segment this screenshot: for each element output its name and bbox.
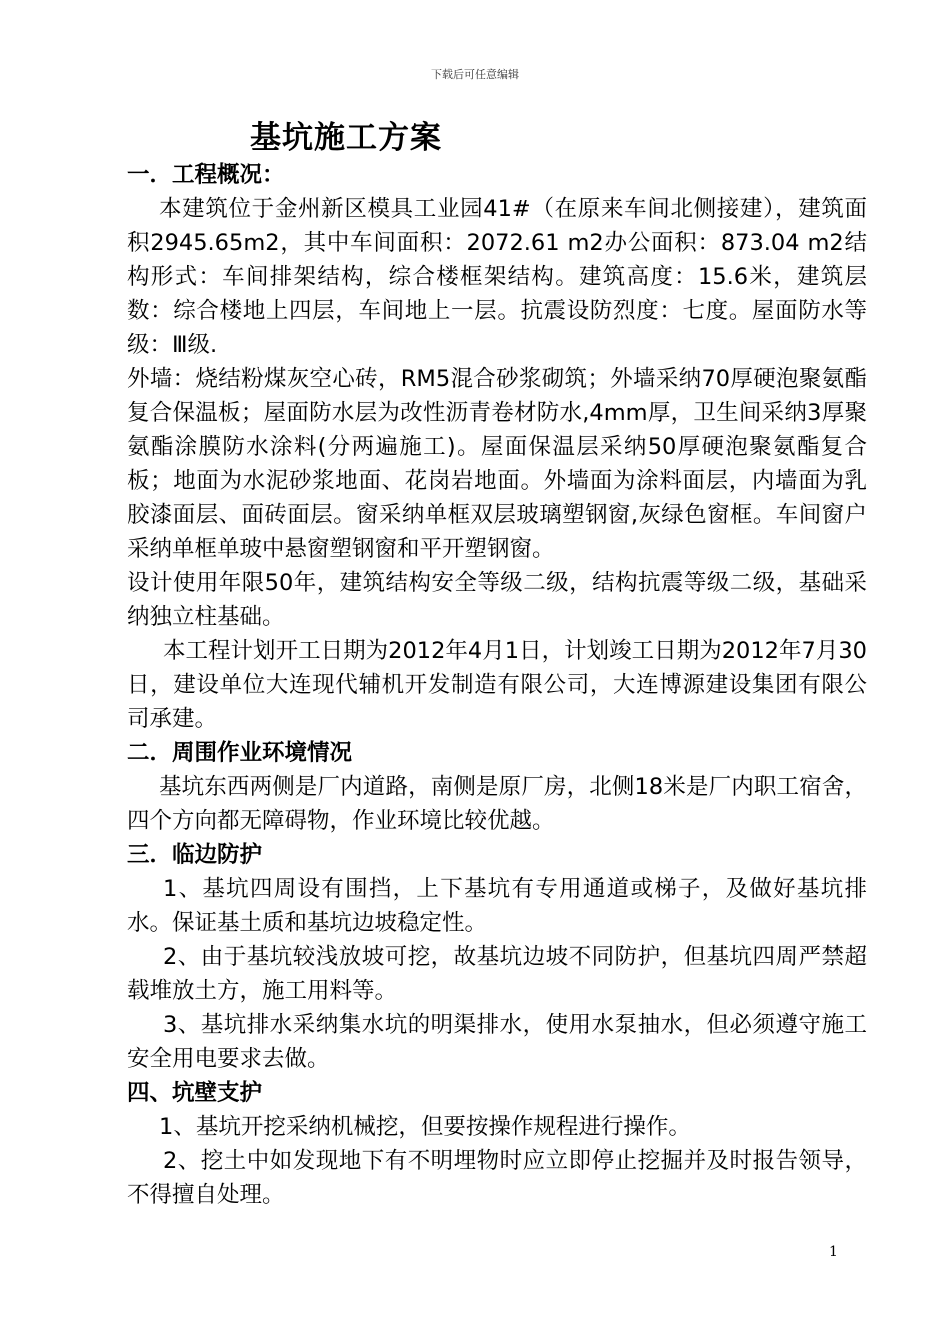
header-note: 下载后可任意编辑: [431, 68, 519, 81]
paragraph-edge-protection-3: 3、基坑排水采纳集水坑的明渠排水，使用水泵抽水，但必须遵守施工安全用电要求去做。: [127, 1012, 867, 1072]
paragraph-overview-3: 设计使用年限50年，建筑结构安全等级二级，结构抗震等级二级，基础采纳独立柱基础。: [127, 570, 867, 630]
paragraph-environment-1: 基坑东西两侧是厂内道路，南侧是原厂房，北侧18米是厂内职工宿舍，四个方向都无障碍物，作业环境比较优越。: [127, 774, 867, 834]
page-number: 1: [829, 1244, 838, 1260]
section-heading-environment: 二．周围作业环境情况: [127, 740, 353, 766]
paragraph-edge-protection-2: 2、由于基坑较浅放坡可挖，故基坑边坡不同防护，但基坑四周严禁超载堆放土方，施工用料等。: [127, 944, 867, 1004]
paragraph-wall-support-2: 2、挖土中如发现地下有不明埋物时应立即停止挖掘并及时报告领导，不得擅自处理。: [127, 1148, 867, 1208]
paragraph-overview-1: 本建筑位于金州新区模具工业园41#（在原来车间北侧接建），建筑面积2945.65m2，其中车间面积：2072.61 m2办公面积：873.04 m2结构形式：车间排架结构，综合楼框架结构。建筑高度：15.6米，建筑层数：综合楼地上四层，车间地上一层。抗震设防烈度：七度。屋面防水等级：Ⅲ级.: [127, 196, 867, 358]
paragraph-overview-2: 外墙：烧结粉煤灰空心砖，RM5混合砂浆砌筑；外墙采纳70厚硬泡聚氨酯复合保温板；屋面防水层为改性沥青卷材防水,4mm厚，卫生间采纳3厚聚氨酯涂膜防水涂料(分两遍施工)。屋面保温层采纳50厚硬泡聚氨酯复合板；地面为水泥砂浆地面、花岗岩地面。外墙面为涂料面层，内墙面为乳胶漆面层、面砖面层。窗采纳单框双层玻璃塑钢窗,灰绿色窗框。车间窗户采纳单框单玻中悬窗塑钢窗和平开塑钢窗。: [127, 366, 867, 562]
paragraph-edge-protection-1: 1、基坑四周设有围挡，上下基坑有专用通道或梯子，及做好基坑排水。保证基土质和基坑边坡稳定性。: [127, 876, 867, 936]
document-body: [127, 158, 867, 1212]
document-title: 基坑施工方案: [250, 120, 442, 156]
section-heading-overview: 一．工程概况：: [127, 162, 285, 188]
paragraph-overview-4: 本工程计划开工日期为2012年4月1日，计划竣工日期为2012年7月30日，建设单位大连现代辅机开发制造有限公司，大连博源建设集团有限公司承建。: [127, 638, 867, 732]
section-heading-wall-support: 四、坑壁支护: [127, 1080, 263, 1106]
paragraph-wall-support-1: 1、基坑开挖采纳机械挖，但要按操作规程进行操作。: [159, 1114, 691, 1140]
section-heading-edge-protection: 三．临边防护: [127, 842, 263, 868]
